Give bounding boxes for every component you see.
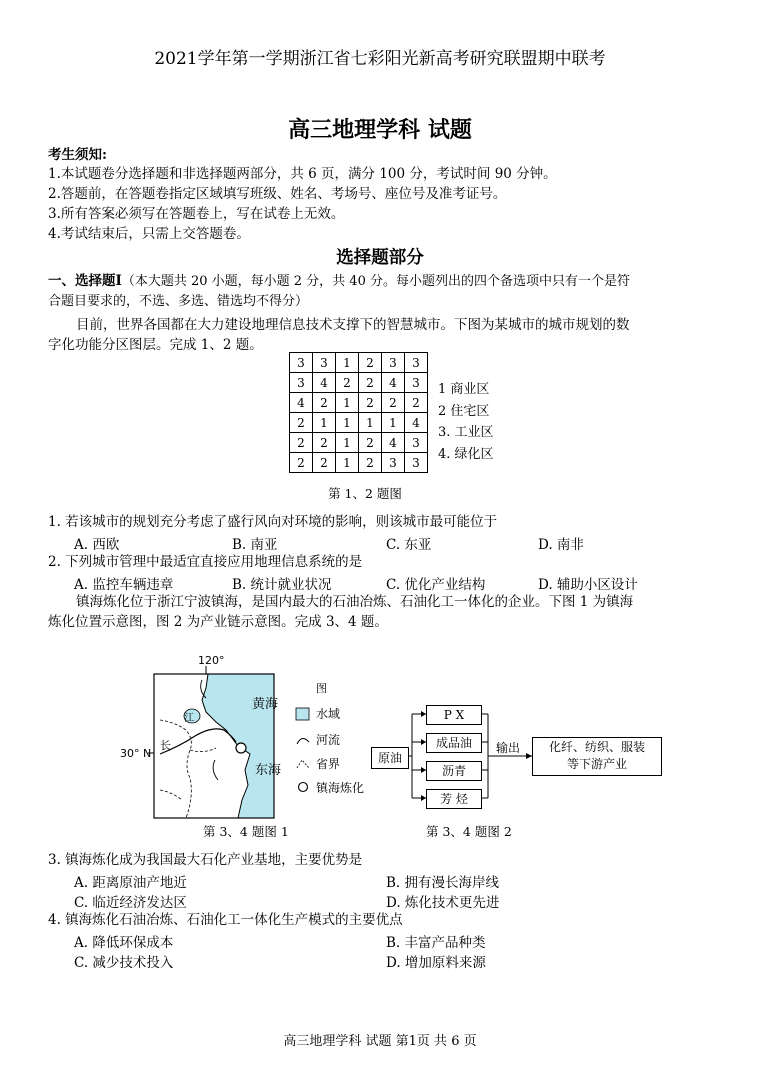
notice-item: 4.考试结束后，只需上交答题卷。: [48, 226, 250, 242]
notice-item: 2.答题前，在答题卷指定区域填写班级、姓名、考场号、座位号及准考证号。: [48, 186, 507, 202]
q2-option-c: C. 优化产业结构: [386, 577, 486, 593]
product-box: 芳 烃: [426, 789, 482, 809]
grid-cell: 4: [313, 373, 336, 393]
q4-option-d: D. 增加原料来源: [386, 955, 486, 971]
grid-cell: 1: [382, 413, 405, 433]
longitude-label: 120°: [198, 654, 225, 667]
q1-option-b: B. 南亚: [232, 537, 278, 553]
intro-1-line2: 字化功能分区图层。完成 1、2 题。: [48, 337, 263, 353]
sea-label-yellow: 黄海: [252, 697, 279, 712]
zoning-grid: [289, 352, 428, 473]
q3-option-c: C. 临近经济发达区: [74, 895, 187, 911]
grid-cell: 2: [313, 393, 336, 413]
notice-item: 3.所有答案必须写在答题卷上，写在试卷上无效。: [48, 206, 345, 222]
grid-cell: 1: [359, 413, 382, 433]
part1-label: 一、选择题Ⅰ: [48, 273, 122, 289]
grid-row: [290, 413, 428, 433]
grid-cell: 2: [336, 373, 359, 393]
legend-item: 4. 绿化区: [438, 446, 494, 462]
grid-cell: 2: [359, 393, 382, 413]
q1-option-d: D. 南非: [538, 537, 584, 553]
grid-cell: 2: [290, 413, 313, 433]
legend-refinery: 镇海炼化: [316, 781, 365, 795]
river: [213, 760, 218, 780]
grid-cell: 4: [382, 433, 405, 453]
q3-option-b: B. 拥有漫长海岸线: [386, 875, 500, 891]
q4-option-a: A. 降低环保成本: [74, 935, 174, 951]
chain-caption: 第 3、4 题图 2: [426, 824, 512, 839]
grid-cell: 3: [405, 453, 428, 473]
intro-1-line1: 目前，世界各国都在大力建设地理信息技术支撑下的智慧城市。下图为某城市的城市规划的数: [76, 317, 630, 333]
grid-cell: 4: [405, 413, 428, 433]
legend-item: 1 商业区: [438, 382, 490, 397]
grid-cell: 4: [382, 373, 405, 393]
grid-cell: 1: [336, 353, 359, 373]
grid-cell: 2: [359, 433, 382, 453]
latitude-label: 30° N: [120, 747, 152, 760]
grid-cell: 2: [359, 353, 382, 373]
grid-caption: 第 1、2 题图: [328, 486, 402, 501]
q2-stem: 2. 下列城市管理中最适宜直接应用地理信息系统的是: [48, 554, 363, 570]
grid-row: [290, 353, 428, 373]
q3-option-a: A. 距离原油产地近: [74, 875, 187, 891]
intro-2-line2: 炼化位置示意图，图 2 为产业链示意图。完成 3、4 题。: [48, 614, 388, 630]
province-boundary: [160, 790, 182, 800]
q1-stem: 1. 若该城市的规划充分考虑了盛行风向对环境的影响，则该城市最可能位于: [48, 514, 498, 530]
page-footer: 高三地理学科 试题 第1页 共 6 页: [283, 1034, 477, 1049]
product-box: 沥青: [426, 761, 482, 781]
q3-stem: 3. 镇海炼化成为我国最大石化产业基地，主要优势是: [48, 852, 363, 868]
part1-desc-2: 合题目要求的，不选、多选、错选均不得分）: [48, 294, 309, 309]
q1-option-a: A. 西欧: [74, 537, 120, 553]
sea-label-east: 东海: [255, 763, 282, 778]
output-label: 输出: [496, 741, 521, 755]
zhenhai-refinery-marker: [236, 743, 246, 753]
part1-desc: （本大题共 20 小题，每小题 2 分，共 40 分。每小题列出的四个备选项中只有一个是符: [121, 274, 630, 289]
grid-cell: 3: [405, 353, 428, 373]
river-legend-symbol: [297, 738, 309, 744]
province-boundary: [190, 748, 216, 752]
grid-cell: 2: [290, 433, 313, 453]
grid-cell: 1: [336, 433, 359, 453]
map-legend-title: 图: [316, 682, 327, 695]
grid-cell: 3: [405, 373, 428, 393]
q2-option-b: B. 统计就业状况: [232, 577, 332, 593]
grid-row: [290, 433, 428, 453]
grid-cell: 2: [313, 453, 336, 473]
legend-item: 2 住宅区: [438, 403, 490, 419]
product-box: 成品油: [426, 733, 482, 753]
part1-heading: [48, 272, 630, 291]
grid-cell: 3: [290, 373, 313, 393]
grid-cell: 2: [359, 453, 382, 473]
q3-option-d: D. 炼化技术更先进: [386, 895, 500, 911]
crude-oil-box: 原油: [371, 747, 409, 769]
notice-item: 1.本试题卷分选择题和非选择题两部分，共 6 页，满分 100 分，考试时间 90 分钟。: [48, 166, 557, 182]
notice-heading: 考生须知:: [48, 147, 107, 163]
yangtze-river: [160, 729, 236, 754]
q2-option-a: A. 监控车辆违章: [74, 577, 174, 593]
q4-option-c: C. 减少技术投入: [74, 955, 174, 971]
grid-cell: 3: [290, 353, 313, 373]
grid-cell: 1: [313, 413, 336, 433]
page-title: 高三地理学科 试题: [288, 117, 472, 143]
grid-row: [290, 453, 428, 473]
grid-cell: 3: [405, 433, 428, 453]
boundary-legend-symbol: [297, 760, 309, 768]
map-caption: 第 3、4 题图 1: [203, 824, 289, 839]
q2-option-d: D. 辅助小区设计: [538, 577, 638, 593]
product-box: P X: [426, 705, 482, 725]
province-boundary: [160, 720, 191, 818]
grid-cell: 4: [290, 393, 313, 413]
grid-legend: [438, 379, 494, 465]
grid-cell: 2: [359, 373, 382, 393]
exam-header: 2021学年第一学期浙江省七彩阳光新高考研究联盟期中联考: [154, 49, 606, 69]
q4-option-b: B. 丰富产品种类: [386, 935, 486, 951]
grid-cell: 3: [313, 353, 336, 373]
grid-cell: 2: [405, 393, 428, 413]
q4-stem: 4. 镇海炼化石油冶炼、石油化工一体化生产模式的主要优点: [48, 912, 403, 928]
downstream-line-2: 等下游产业: [566, 757, 627, 771]
grid-cell: 2: [382, 393, 405, 413]
grid-row: [290, 393, 428, 413]
grid-cell: 2: [313, 433, 336, 453]
grid-cell: 2: [290, 453, 313, 473]
grid-cell: 1: [336, 393, 359, 413]
water-legend-swatch: [296, 708, 309, 720]
downstream-box: [532, 737, 662, 776]
river-label-jiang: 江: [184, 713, 194, 724]
refinery-legend-symbol: [299, 783, 308, 792]
downstream-line-1: 化纤、纺织、服装: [548, 740, 645, 754]
grid-cell: 3: [382, 353, 405, 373]
legend-boundary: 省界: [316, 757, 341, 771]
legend-river: 河流: [316, 733, 341, 747]
grid-cell: 1: [336, 453, 359, 473]
q1-option-c: C. 东亚: [386, 537, 432, 553]
legend-water: 水域: [316, 707, 341, 721]
river-label: 长: [160, 739, 171, 752]
location-map: [120, 650, 385, 825]
legend-item: 3. 工业区: [438, 425, 494, 440]
grid-cell: 1: [336, 413, 359, 433]
section-title: 选择题部分: [336, 248, 424, 268]
grid-row: [290, 373, 428, 393]
intro-2-line1: 镇海炼化位于浙江宁波镇海，是国内最大的石油冶炼、石油化工一体化的企业。下图 1 为镇海: [76, 594, 634, 610]
grid-cell: 3: [382, 453, 405, 473]
